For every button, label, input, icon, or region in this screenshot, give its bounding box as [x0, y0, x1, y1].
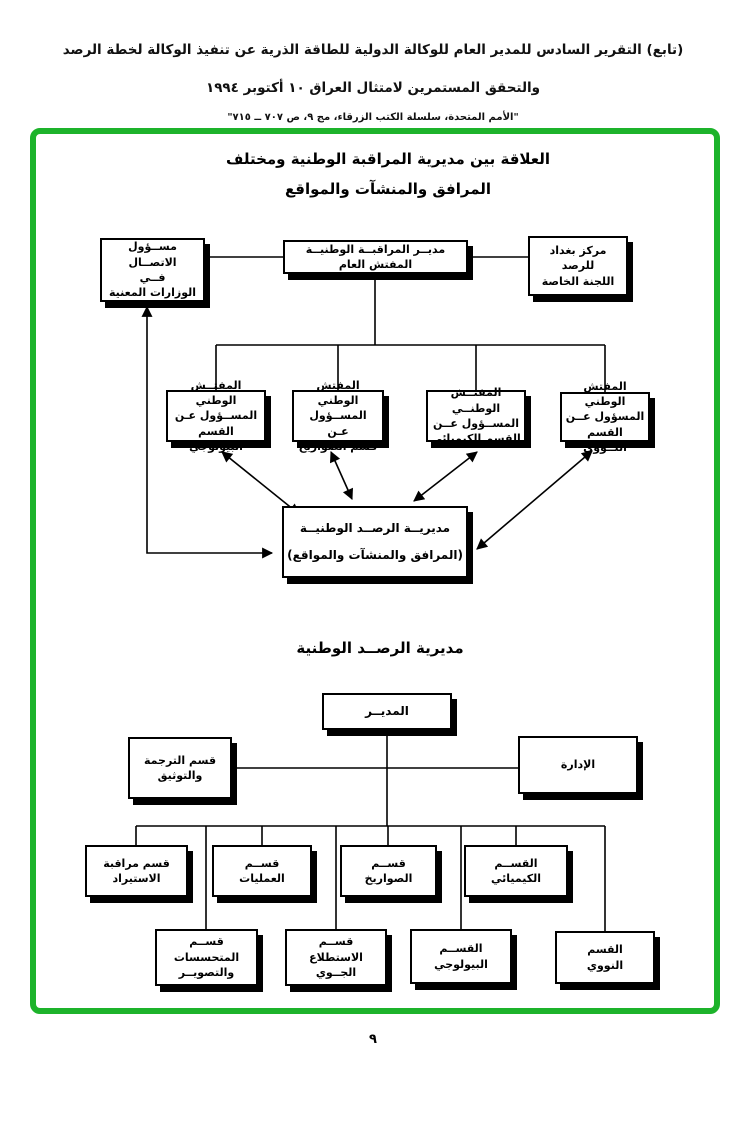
- diagram1-title-line2: المرافق والمنشآت والمواقع: [284, 180, 492, 198]
- d2-node-administration: الإدارة: [518, 736, 638, 794]
- d2-node-aerial-surveillance-section: قســم الاستطلاع الجــوي: [285, 929, 387, 986]
- d2-node-import-control-section: قسم مراقبة الاستيراد: [85, 845, 188, 897]
- page-number: ٩: [369, 1032, 377, 1047]
- d2-node-sensors-imaging-section: قســم المتحسسات والتصويــر: [155, 929, 258, 986]
- d1-node-national-monitoring-director: مديــر المراقبــة الوطنيــة المفتش العام: [283, 240, 468, 274]
- report-header-line2: والتحقق المستمرين لامتثال العراق ١٠ أكتوبر ١٩٩٤: [205, 80, 541, 96]
- d2-node-chemical-section: القســم الكيميائي: [464, 845, 568, 897]
- d2-node-director: المديــر: [322, 693, 452, 730]
- d2-node-operations-section: قســم العمليات: [212, 845, 312, 897]
- d1-node-national-monitoring-directorate: مديريــة الرصــد الوطنيــة (المرافق والمنشآت والمواقع): [282, 506, 468, 578]
- d1-node-inspector-biological: المفتــش الوطني المســؤول عـن القسم البيولوجي: [166, 390, 266, 442]
- d2-node-translation-documentation: قسم الترجمة والتوثيق: [128, 737, 232, 799]
- report-source-citation: "الأمم المتحدة، سلسلة الكتب الزرقاء، مج ٩، ص ٧٠٧ ــ ٧١٥": [227, 112, 519, 123]
- report-header-line1: (تابع) التقرير السادس للمدير العام للوكالة الدولية للطاقة الذرية عن تنفيذ الوكالة لخطة الرصد: [62, 42, 684, 58]
- d1-node-baghdad-monitoring-centre: مركز بغداد للرصد اللجنة الخاصة: [528, 236, 628, 296]
- d1-node-inspector-nuclear: المفتش الوطني المسؤول عــن القسم النــووي: [560, 392, 650, 442]
- diagram1-title-line1: العلاقة بين مديرية المراقبة الوطنية ومختلف: [225, 150, 551, 168]
- d1-node-inspector-chemical: المفتــش الوطنــي المســؤول عــن القسم الكيميائي: [426, 390, 526, 442]
- diagram2-title: مديرية الرصــد الوطنية: [296, 639, 464, 657]
- d2-node-nuclear-section: القسم النووي: [555, 931, 655, 984]
- d1-node-liaison-officer: مســؤول الاتصــال فــي الوزارات المعنية: [100, 238, 205, 302]
- d1-node-inspector-missile: المفتش الوطني المســؤول عـن قسم الصواريخ: [292, 390, 384, 442]
- d2-node-biological-section: القســم البيولوجي: [410, 929, 512, 984]
- diagram1-title: [133, 144, 643, 204]
- d2-node-missiles-section: قســم الصواريخ: [340, 845, 437, 897]
